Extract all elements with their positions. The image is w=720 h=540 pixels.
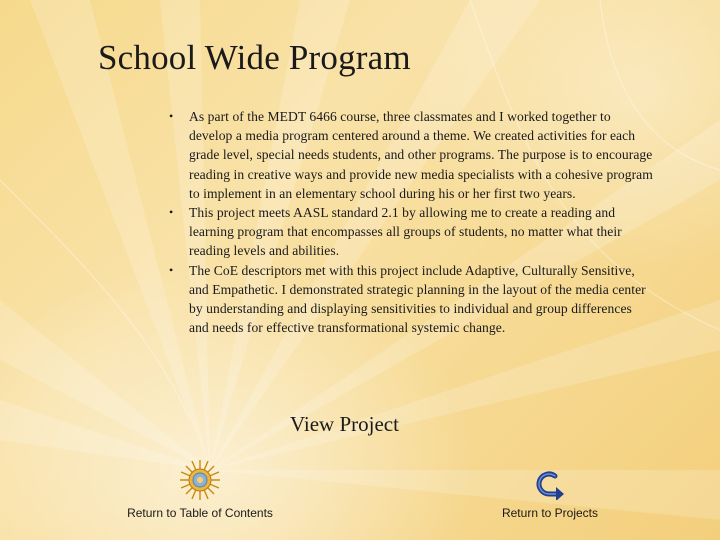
sun-compass-icon[interactable] — [178, 460, 222, 500]
bullet-marker: • — [169, 262, 174, 277]
bullet-item — [164, 107, 654, 203]
slide-title: School Wide Program — [98, 38, 411, 77]
bullet-item — [164, 203, 654, 261]
bullet-text: The CoE descriptors met with this project include Adaptive, Culturally Sensitive, and Empathetic. I demonstrated strategic planning in the layout of the media center by understanding and displaying sensitivities to individual and group differences and needs for effective transformational systemic change. — [189, 262, 646, 336]
return-arrow-icon[interactable] — [535, 470, 565, 500]
view-project-link[interactable]: View Project — [290, 412, 399, 436]
bullet-list — [164, 107, 654, 337]
return-to-toc-button[interactable] — [118, 460, 282, 520]
bullet-marker: • — [169, 109, 174, 123]
bullet-text: This project meets AASL standard 2.1 by allowing me to create a reading and learning program that encompasses all groups of students, no matter what their reading levels and abilities. — [189, 205, 622, 259]
bullet-text: As part of the MEDT 6466 course, three classmates and I worked together to develop a media program centered around a theme. We created activities for each grade level, special needs students, and other programs. The purpose is to encourage reading in creative ways and provide new media specialists with a cohesive program to implement in an elementary school during his or her first two years. — [189, 109, 653, 201]
bullet-marker: • — [169, 205, 174, 220]
return-to-projects-label: Return to Projects — [501, 506, 599, 520]
bullet-item — [164, 261, 654, 338]
return-to-toc-label: Return to Table of Contents — [127, 506, 273, 520]
return-to-projects-button[interactable] — [492, 470, 608, 520]
